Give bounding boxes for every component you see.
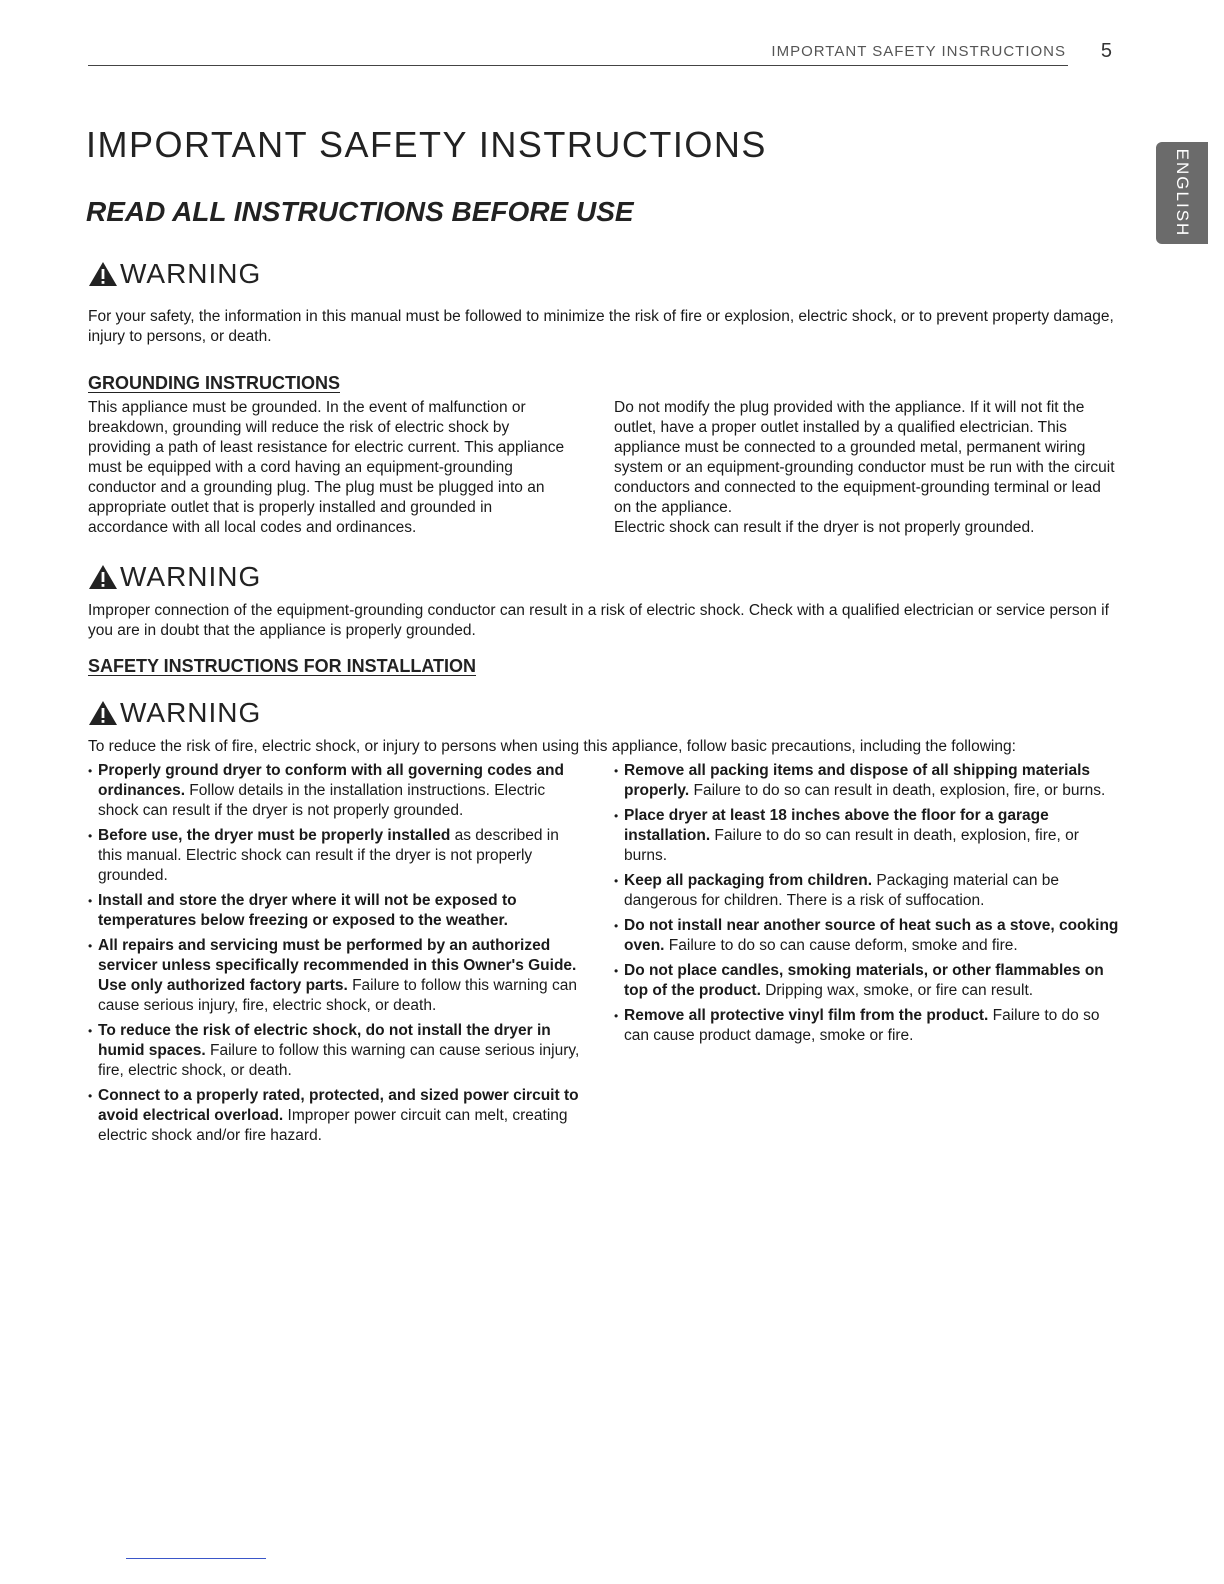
warning-heading-1: [88, 258, 261, 290]
grounding-right-text: Do not modify the plug provided with the appliance. If it will not fit the outlet, have a proper outlet installed by a qualified electrician. This appliance must be connected to a grounded metal, permanent wiring system or an equipment-grounding conductor must be run with the circuit conductors and connected to the equipment-grounding terminal or lead on the appliance.: [614, 399, 1115, 516]
warning-label: WARNING: [120, 258, 262, 289]
list-item: • Do not place candles, smoking materials, or other flammables on top of the product. Dripping wax, smoke, or fire can result.: [614, 961, 1119, 1001]
warning-triangle-icon: [88, 564, 118, 590]
warning-text-2: Improper connection of the equipment-grounding conductor can result in a risk of electric shock. Check with a qualified electrician or service person if you are in doubt that the appliance is properly grounded.: [88, 602, 1109, 639]
list-item: • Remove all protective vinyl film from the product. Failure to do so can cause product damage, smoke or fire.: [614, 1006, 1119, 1046]
grounding-heading: GROUNDING INSTRUCTIONS: [88, 373, 340, 393]
installation-list-right: [614, 761, 1119, 1051]
warning-text-1: For your safety, the information in this manual must be followed to minimize the risk of fire or explosion, electric shock, or to prevent property damage, injury to persons, or death.: [88, 308, 1114, 345]
list-item: • Place dryer at least 18 inches above the floor for a garage installation. Failure to do so can result in death, explosion, fire, or burns.: [614, 806, 1119, 866]
warning-triangle-icon: [88, 261, 118, 287]
footer-rule: [126, 1558, 266, 1559]
warning-heading-3: [88, 697, 261, 729]
list-item: • Remove all packing items and dispose of all shipping materials properly. Failure to do so can result in death, explosion, fire, or burns.: [614, 761, 1119, 801]
list-item: • Before use, the dryer must be properly installed as described in this manual. Electric shock can result if the dryer is not properly grounded.: [88, 826, 586, 886]
header-rule: [88, 65, 1068, 66]
installation-heading: SAFETY INSTRUCTIONS FOR INSTALLATION: [88, 656, 476, 676]
page-number: 5: [1100, 40, 1112, 62]
list-item: • Do not install near another source of heat such as a stove, cooking oven. Failure to do so can cause deform, smoke and fire.: [614, 916, 1119, 956]
warning-triangle-icon: [88, 700, 118, 726]
list-item: • Properly ground dryer to conform with all governing codes and ordinances. Follow details in the installation instructions. Electric shock can result if the dryer is not properly grounded.: [88, 761, 586, 821]
installation-list-left: [88, 761, 586, 1151]
page-title: IMPORTANT SAFETY INSTRUCTIONS: [86, 124, 767, 165]
list-item: • To reduce the risk of electric shock, do not install the dryer in humid spaces. Failure to follow this warning can cause serious injury, fire, electric shock, or death.: [88, 1021, 586, 1081]
warning-label: WARNING: [120, 697, 262, 728]
running-header: [88, 40, 1116, 66]
language-tab-label: ENGLISH: [1173, 148, 1192, 238]
grounding-right-column: [614, 398, 1119, 538]
grounding-left-text: This appliance must be grounded. In the event of malfunction or breakdown, grounding will reduce the risk of electric shock by providing a path of least resistance for electric current. This appliance must be equipped with a cord having an equipment-grounding conductor and a grounding plug. The plug must be plugged into an appropriate outlet that is properly installed and grounded in accordance with all local codes and ordinances.: [88, 399, 565, 536]
warning-label: WARNING: [120, 561, 262, 592]
page-subtitle: READ ALL INSTRUCTIONS BEFORE USE: [86, 196, 634, 227]
list-item: • Keep all packaging from children. Packaging material can be dangerous for children. There is a risk of suffocation.: [614, 871, 1119, 911]
installation-intro: To reduce the risk of fire, electric shock, or injury to persons when using this appliance, follow basic precautions, including the following:: [88, 738, 1016, 755]
running-header-title: IMPORTANT SAFETY INSTRUCTIONS: [771, 43, 1066, 60]
grounding-right-note: Electric shock can result if the dryer is not properly grounded.: [614, 519, 1035, 536]
list-item: • All repairs and servicing must be performed by an authorized servicer unless specifically recommended in this Owner's Guide. Use only authorized factory parts. Failure to follow this warning can cause serious injury, fire, electric shock, or death.: [88, 936, 586, 1016]
language-tab: [1156, 142, 1208, 244]
list-item: • Connect to a properly rated, protected, and sized power circuit to avoid electrical overload. Improper power circuit can melt, creating electric shock and/or fire hazard.: [88, 1086, 586, 1146]
list-item: • Install and store the dryer where it will not be exposed to temperatures below freezing or exposed to the weather.: [88, 891, 586, 931]
warning-heading-2: [88, 561, 261, 593]
